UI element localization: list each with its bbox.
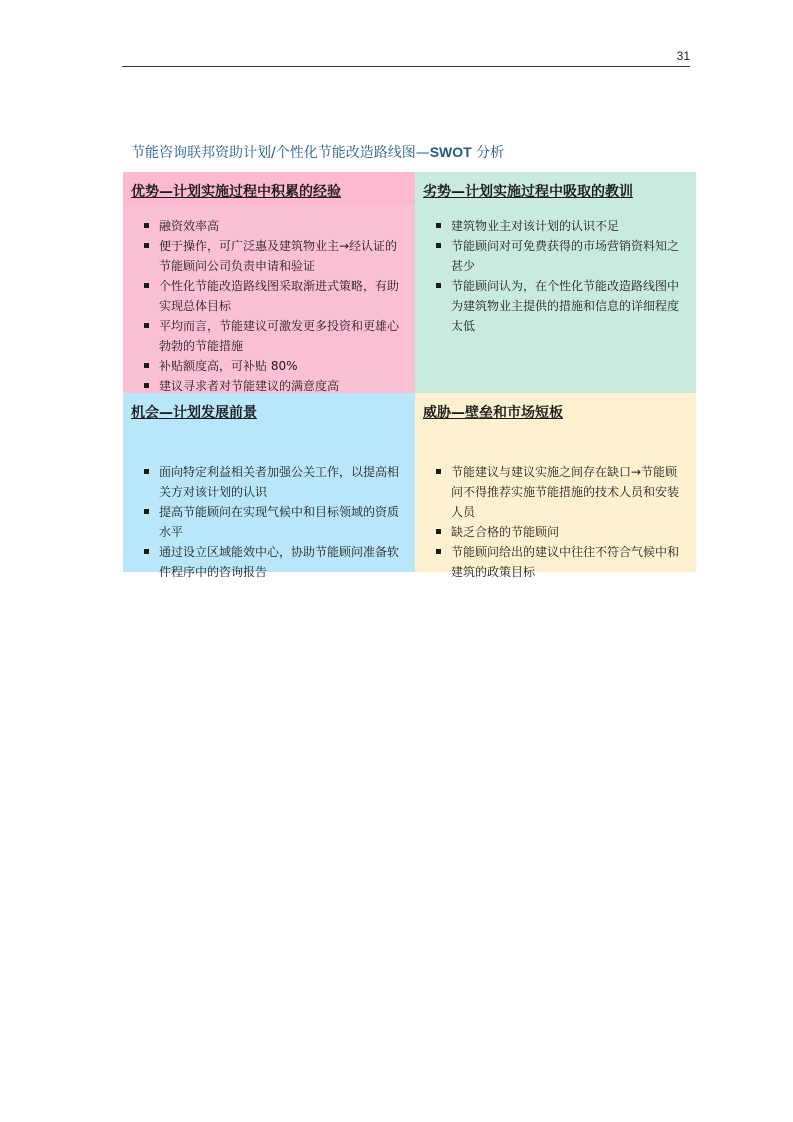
weaknesses-quadrant	[415, 172, 696, 393]
list-item	[435, 236, 686, 276]
square-bullet-icon	[436, 549, 441, 554]
list-item	[143, 216, 405, 236]
list-item	[143, 462, 405, 502]
square-bullet-icon	[144, 243, 149, 248]
title-main: 节能咨询联邦资助计划/个性化节能改造路线图—	[131, 145, 430, 161]
swot-matrix	[123, 172, 696, 579]
list-item-text: 面向特定利益相关者加强公关工作，以提高相关方对该计划的认识	[159, 465, 400, 499]
list-item-text: 建筑物业主对该计划的认识不足	[451, 219, 620, 233]
strengths-quadrant	[123, 172, 415, 393]
strengths-body	[123, 206, 415, 393]
opportunities-quadrant	[123, 393, 415, 579]
weaknesses-list	[435, 216, 686, 336]
list-item	[143, 502, 405, 542]
square-bullet-icon	[144, 549, 149, 554]
list-item-text: 节能顾问对可免费获得的市场营销资料知之甚少	[451, 239, 680, 273]
threats-quadrant	[415, 393, 696, 579]
square-bullet-icon	[144, 223, 149, 228]
list-item	[143, 356, 405, 376]
list-item	[435, 276, 686, 336]
square-bullet-icon	[144, 363, 149, 368]
strengths-header	[123, 172, 415, 206]
strengths-list	[143, 216, 405, 396]
page-number: 31	[676, 49, 690, 63]
weaknesses-header	[415, 172, 696, 206]
list-item	[143, 542, 405, 582]
list-item-text: 建议寻求者对节能建议的满意度高	[159, 379, 340, 393]
square-bullet-icon	[144, 509, 149, 514]
weaknesses-heading: 劣势—计划实施过程中吸取的教训	[423, 184, 633, 200]
figure-title	[131, 142, 504, 162]
title-swot: SWOT	[429, 144, 472, 160]
square-bullet-icon	[144, 323, 149, 328]
title-suffix: 分析	[471, 145, 505, 161]
list-item-text: 通过设立区域能效中心，协助节能顾问准备软件程序中的咨询报告	[159, 545, 400, 579]
list-item-text: 节能顾问认为，在个性化节能改造路线图中为建筑物业主提供的措施和信息的详细程度太低	[451, 279, 680, 333]
list-item-text: 提高节能顾问在实现气候中和目标领域的资质水平	[159, 505, 400, 539]
list-item-text: 节能顾问给出的建议中往往不符合气候中和建筑的政策目标	[451, 545, 680, 579]
square-bullet-icon	[144, 283, 149, 288]
opportunities-list	[143, 462, 405, 582]
list-item	[435, 462, 686, 522]
list-item-text: 融资效率高	[159, 219, 220, 233]
threats-body	[415, 427, 696, 579]
strengths-heading: 优势—计划实施过程中积累的经验	[131, 184, 341, 200]
list-item-text: 个性化节能改造路线图采取渐进式策略，有助实现总体目标	[159, 279, 400, 313]
opportunities-body	[123, 427, 415, 579]
list-item	[435, 542, 686, 582]
threats-list	[435, 462, 686, 582]
list-item-text: 补贴额度高，可补贴 80%	[159, 359, 298, 373]
square-bullet-icon	[144, 469, 149, 474]
square-bullet-icon	[144, 383, 149, 388]
list-item-text: 节能建议与建议实施之间存在缺口→节能顾问不得推荐实施节能措施的技术人员和安装人员	[451, 465, 680, 519]
square-bullet-icon	[436, 469, 441, 474]
list-item	[143, 236, 405, 276]
list-item-text: 便于操作，可广泛惠及建筑物业主→经认证的节能顾问公司负责申请和验证	[159, 239, 398, 273]
header-rule	[122, 66, 690, 67]
list-item	[435, 216, 686, 236]
square-bullet-icon	[436, 283, 441, 288]
list-item	[143, 316, 405, 356]
list-item	[143, 276, 405, 316]
opportunities-header	[123, 393, 415, 427]
threats-header	[415, 393, 696, 427]
opportunities-heading: 机会—计划发展前景	[131, 405, 257, 421]
list-item	[435, 522, 686, 542]
square-bullet-icon	[436, 243, 441, 248]
square-bullet-icon	[436, 223, 441, 228]
list-item-text: 缺乏合格的节能顾问	[451, 525, 560, 539]
square-bullet-icon	[436, 529, 441, 534]
threats-heading: 威胁—壁垒和市场短板	[423, 405, 563, 421]
list-item-text: 平均而言，节能建议可激发更多投资和更雄心勃勃的节能措施	[159, 319, 400, 353]
weaknesses-body	[415, 206, 696, 393]
